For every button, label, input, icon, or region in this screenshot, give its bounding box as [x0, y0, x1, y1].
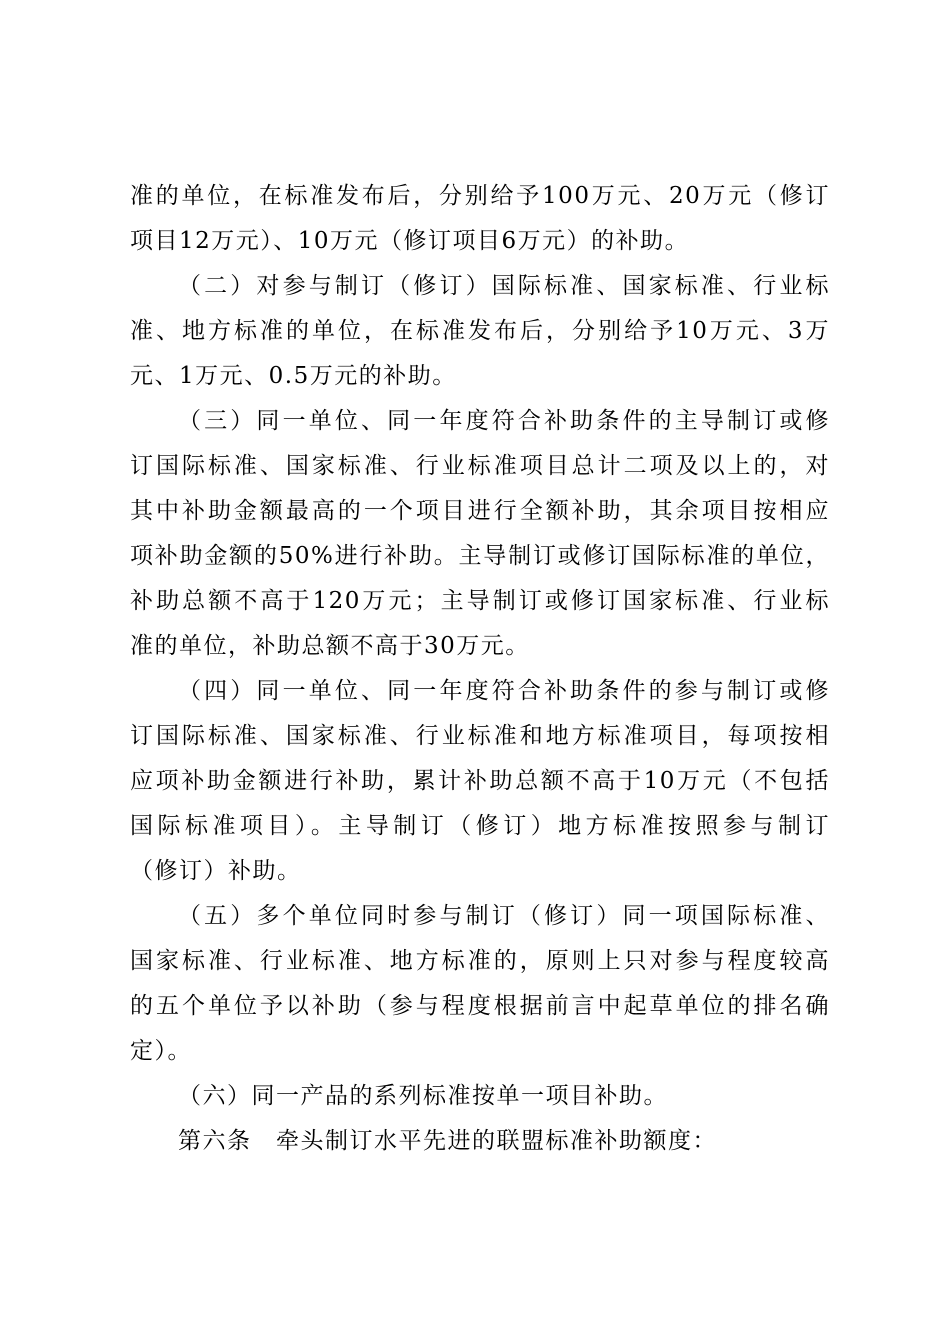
- text-line: 准的单位，在标准发布后，分别给予100万元、20万元（修订: [130, 183, 830, 209]
- text-line: 元、1万元、0.5万元的补助。: [130, 363, 457, 389]
- text-line: 应项补助金额进行补助，累计补助总额不高于10万元（不包括: [130, 768, 830, 794]
- paragraph-three-start: （三）同一单位、同一年度符合补助条件的主导制订或修: [178, 408, 830, 434]
- text-line: 订国际标准、国家标准、行业标准和地方标准项目，每项按相: [130, 723, 830, 749]
- text-line: 其中补助金额最高的一个项目进行全额补助，其余项目按相应: [130, 498, 830, 524]
- text-line: 准、地方标准的单位，在标准发布后，分别给予10万元、3万: [130, 318, 830, 344]
- text-line: 项补助金额的50%进行补助。主导制订或修订国际标准的单位，: [130, 543, 830, 569]
- paragraph-two-start: （二）对参与制订（修订）国际标准、国家标准、行业标: [178, 273, 830, 299]
- text-line: 国家标准、行业标准、地方标准的，原则上只对参与程度较高: [130, 948, 830, 974]
- text-line: 国际标准项目）。主导制订（修订）地方标准按照参与制订: [130, 813, 830, 839]
- paragraph-six: （六）同一产品的系列标准按单一项目补助。: [178, 1083, 668, 1109]
- text-line: 项目12万元）、10万元（修订项目6万元）的补助。: [130, 228, 690, 254]
- text-line: 准的单位，补助总额不高于30万元。: [130, 633, 530, 659]
- text-line: 补助总额不高于120万元；主导制订或修订国家标准、行业标: [130, 588, 830, 614]
- document-body: [130, 174, 830, 1164]
- paragraph-five-start: （五）多个单位同时参与制订（修订）同一项国际标准、: [178, 903, 830, 929]
- text-line: 的五个单位予以补助（参与程度根据前言中起草单位的排名确: [130, 993, 830, 1019]
- text-line: 订国际标准、国家标准、行业标准项目总计二项及以上的，对: [130, 453, 830, 479]
- article-six-heading: 第六条 牵头制订水平先进的联盟标准补助额度：: [178, 1128, 717, 1154]
- paragraph-four-start: （四）同一单位、同一年度符合补助条件的参与制订或修: [178, 678, 830, 704]
- text-line: （修订）补助。: [130, 858, 302, 884]
- text-line: 定）。: [130, 1038, 192, 1064]
